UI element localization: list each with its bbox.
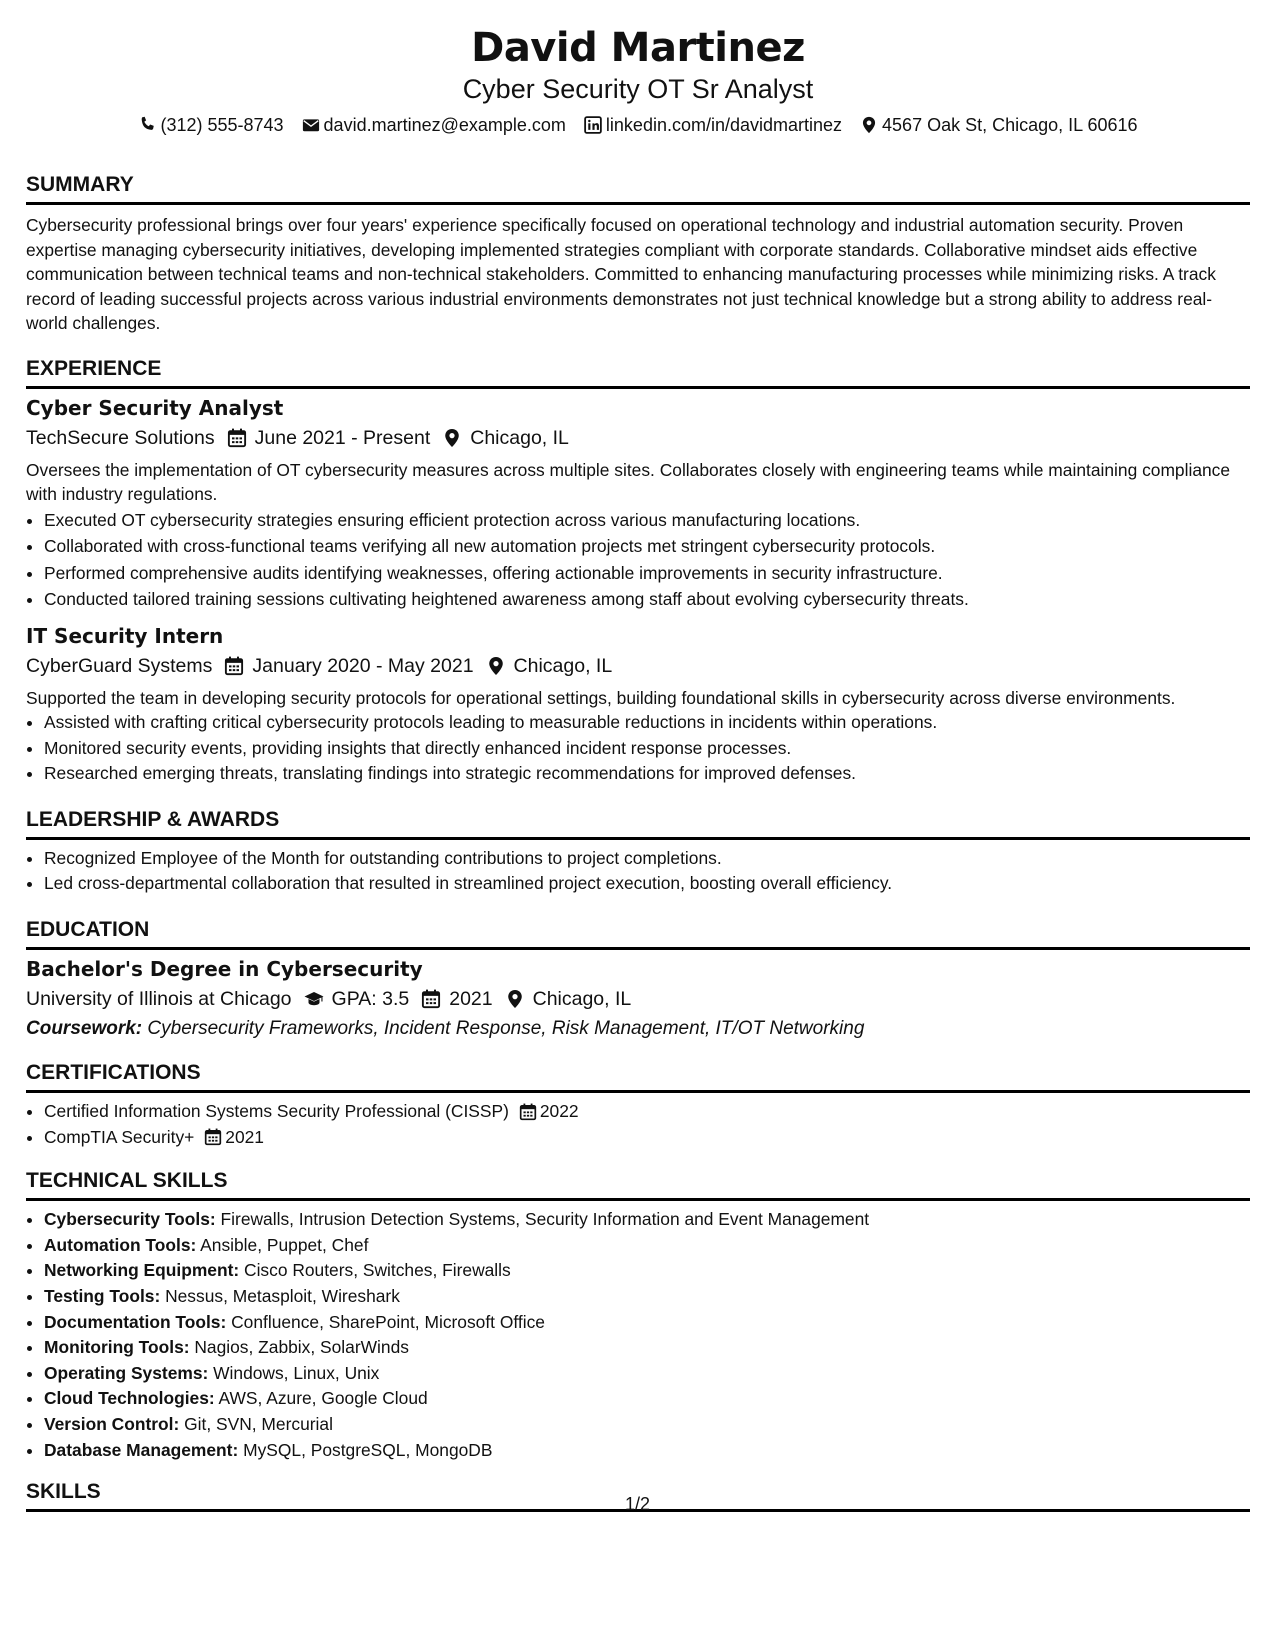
education-meta [26, 984, 1250, 1014]
degree-title: Bachelor's Degree in Cybersecurity [26, 956, 423, 981]
candidate-name: David Martinez [471, 25, 805, 71]
leadership-list [26, 846, 1250, 897]
calendar-icon [224, 656, 244, 676]
job-bullets [26, 507, 1250, 613]
contact-linkedin[interactable] [584, 112, 842, 138]
contact-bar [26, 112, 1250, 138]
job-meta [26, 423, 1250, 453]
skill-value: Windows, Linux, Unix [208, 1362, 380, 1383]
skill-value: Nagios, Zabbix, SolarWinds [189, 1337, 409, 1358]
education-heading: EDUCATION [26, 917, 1250, 950]
address-text: 4567 Oak St, Chicago, IL 60616 [882, 115, 1138, 135]
certifications-heading: CERTIFICATIONS [26, 1060, 1250, 1093]
skills-heading: SKILLS [26, 1479, 1250, 1512]
page-number: 1/2 [624, 1494, 651, 1514]
list-item [44, 1125, 1250, 1151]
job-bullets [26, 710, 1250, 787]
skill-label: Version Control: [44, 1413, 180, 1434]
list-item: • Monitored security events, providing insights that directly enhanced incident response processes. [44, 736, 1250, 762]
job-entry [26, 395, 1250, 613]
phone-text: (312) 555-8743 [160, 115, 284, 135]
email-text: david.martinez@example.com [323, 115, 566, 135]
graduation-year: 2021 [449, 987, 493, 1010]
list-item [44, 1233, 1250, 1259]
job-description: Oversees the implementation of OT cybersecurity measures across multiple sites. Collaborates closely with engineering teams while maintaining compliance with industry regulations. [26, 459, 1231, 504]
job-company: CyberGuard Systems [26, 654, 213, 677]
map-pin-icon [860, 116, 878, 134]
job-description: Supported the team in developing security protocols for operational settings, building foundational skills in cybersecurity across diverse environments. [26, 687, 1176, 708]
calendar-icon [421, 989, 441, 1009]
list-item: • Performed comprehensive audits identifying weaknesses, offering actionable improvements in security infrastructure. [44, 560, 1250, 587]
skill-label: Testing Tools: [44, 1285, 161, 1306]
skill-label: Cybersecurity Tools: [44, 1209, 216, 1230]
skill-value: Git, SVN, Mercurial [179, 1413, 333, 1434]
skill-value: Ansible, Puppet, Chef [196, 1234, 369, 1255]
resume-page [26, 0, 1250, 1512]
job-dates: January 2020 - May 2021 [252, 654, 474, 677]
list-item [44, 1284, 1250, 1310]
leadership-heading: LEADERSHIP & AWARDS [26, 807, 1250, 840]
list-item: • Assisted with crafting critical cybersecurity protocols leading to measurable reductions in incidents within operations. [44, 710, 1250, 736]
skill-label: Networking Equipment: [44, 1260, 240, 1281]
job-entry [26, 623, 1250, 787]
experience-heading: EXPERIENCE [26, 356, 1250, 389]
list-item [44, 1258, 1250, 1284]
contact-phone[interactable] [138, 112, 283, 138]
skill-value: Nessus, Metasploit, Wireshark [160, 1285, 400, 1306]
technical-skills-heading: TECHNICAL SKILLS [26, 1168, 1250, 1201]
contact-address [860, 112, 1138, 138]
cert-year: 2021 [225, 1126, 264, 1147]
phone-icon [138, 116, 156, 134]
linkedin-text: linkedin.com/in/davidmartinez [605, 115, 843, 135]
job-location: Chicago, IL [513, 654, 613, 677]
certifications-list [26, 1099, 1250, 1150]
candidate-title: Cyber Security OT Sr Analyst [462, 74, 814, 104]
job-location: Chicago, IL [470, 426, 569, 449]
linkedin-icon [584, 116, 602, 134]
coursework [26, 1014, 1250, 1044]
map-pin-icon [442, 428, 462, 448]
skill-value: Firewalls, Intrusion Detection Systems, Security Information and Event Management [215, 1209, 870, 1230]
map-pin-icon [486, 656, 506, 676]
cert-year: 2022 [539, 1100, 579, 1121]
list-item: • Led cross-departmental collaboration that resulted in streamlined project execution, boosting overall efficiency. [44, 871, 1250, 897]
gpa: GPA: 3.5 [331, 987, 410, 1010]
contact-email[interactable] [302, 112, 566, 138]
summary-heading: SUMMARY [26, 172, 1250, 205]
map-pin-icon [505, 989, 525, 1009]
skill-value: Confluence, SharePoint, Microsoft Office [226, 1311, 545, 1332]
list-item: • Researched emerging threats, translating findings into strategic recommendations for improved defenses. [44, 761, 1250, 787]
skill-label: Documentation Tools: [44, 1311, 227, 1332]
job-dates: June 2021 - Present [254, 426, 431, 449]
list-item: • Recognized Employee of the Month for outstanding contributions to project completions. [44, 846, 1250, 872]
coursework-list: Cybersecurity Frameworks, Incident Response, Risk Management, IT/OT Networking [142, 1017, 865, 1039]
skill-label: Monitoring Tools: [44, 1337, 190, 1358]
skill-label: Automation Tools: [44, 1234, 197, 1255]
list-item [44, 1438, 1250, 1464]
cert-name: • CompTIA Security+ [44, 1126, 195, 1147]
graduation-cap-icon [304, 989, 324, 1009]
calendar-icon [204, 1128, 222, 1146]
list-item [44, 1335, 1250, 1361]
job-title: Cyber Security Analyst [26, 395, 284, 420]
cert-name: • Certified Information Systems Security Professional (CISSP) [44, 1100, 509, 1121]
list-item [44, 1207, 1250, 1233]
skill-value: MySQL, PostgreSQL, MongoDB [238, 1439, 493, 1460]
job-meta [26, 651, 1250, 681]
skill-value: AWS, Azure, Google Cloud [214, 1388, 428, 1409]
list-item [44, 1310, 1250, 1336]
skill-value: Cisco Routers, Switches, Firewalls [239, 1260, 511, 1281]
list-item: • Executed OT cybersecurity strategies ensuring efficient protection across various manufacturing locations. [44, 507, 1250, 534]
job-title: IT Security Intern [26, 623, 224, 648]
list-item: • Conducted tailored training sessions cultivating heightened awareness among staff about evolving cybersecurity threats. [44, 586, 1250, 613]
coursework-label: Coursework: [26, 1017, 143, 1039]
list-item [44, 1412, 1250, 1438]
skill-label: Database Management: [44, 1439, 239, 1460]
job-company: TechSecure Solutions [26, 426, 215, 449]
list-item [44, 1386, 1250, 1412]
calendar-icon [227, 428, 247, 448]
list-item: • Collaborated with cross-functional teams verifying all new automation projects met stringent cybersecurity protocols. [44, 533, 1250, 560]
skill-label: Cloud Technologies: [44, 1388, 215, 1409]
school-location: Chicago, IL [532, 987, 632, 1010]
technical-skills-list [26, 1207, 1250, 1463]
list-item [44, 1099, 1250, 1125]
skill-label: Operating Systems: [44, 1362, 209, 1383]
envelope-icon [302, 116, 320, 134]
list-item [44, 1361, 1250, 1387]
calendar-icon [519, 1103, 537, 1121]
school-name: University of Illinois at Chicago [26, 987, 292, 1010]
summary-text: Cybersecurity professional brings over four years' experience specifically focused on operational technology and industrial automation security. Proven expertise managing cybersecurity initiatives, developing implemented strategies compliant with corporate standards. Collaborative mindset aids effective communication between technical teams and non-technical stakeholders. Committed to enhancing manufacturing processes while minimizing risks. A track record of leading successful projects across various industrial environments demonstrates not just technical knowledge but a strong ability to address real-world challenges. [26, 215, 1216, 333]
